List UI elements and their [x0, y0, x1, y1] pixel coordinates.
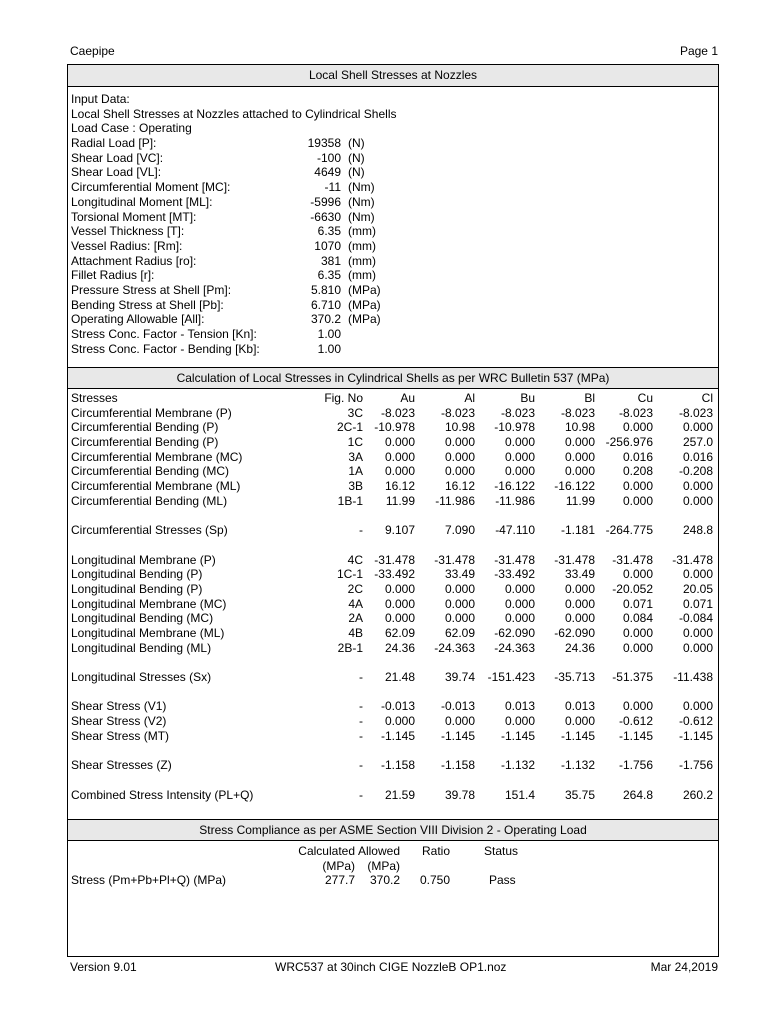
- input-label: Vessel Thickness [T]:: [71, 224, 185, 239]
- stress-cell: 33.49: [564, 567, 595, 582]
- input-label: Shear Load [VC]:: [71, 150, 164, 165]
- stress-cell: -1.756: [618, 758, 653, 773]
- input-row: [71, 180, 411, 195]
- stress-label: Shear Stresses (Z): [71, 758, 172, 773]
- stress-cell: -: [359, 670, 363, 685]
- stress-cell: -0.013: [380, 699, 415, 714]
- stress-cell: 0.000: [444, 596, 475, 611]
- stress-cell: 0.208: [622, 464, 653, 479]
- input-heading: Input Data:: [71, 92, 130, 106]
- stress-cell: 11.99: [385, 493, 415, 508]
- stress-cell: 1C-1: [336, 567, 363, 582]
- stress-row: [71, 435, 711, 450]
- stress-cell: 2B-1: [337, 640, 363, 655]
- stress-cell: 33.49: [444, 567, 475, 582]
- stress-label: Circumferential Bending (MC): [71, 464, 230, 479]
- stress-row: [71, 729, 711, 744]
- file-name: WRC537 at 30inch CIGE NozzleB OP1.noz: [275, 960, 507, 974]
- stress-cell: 0.000: [682, 493, 713, 508]
- input-value: -11: [324, 180, 341, 195]
- stress-cell: -1.145: [560, 728, 595, 743]
- stress-cell: -: [359, 787, 363, 802]
- stress-cell: -0.013: [440, 699, 475, 714]
- stress-row: [71, 670, 711, 685]
- stress-cell: 0.000: [564, 435, 595, 450]
- stress-row: [71, 714, 711, 729]
- stress-label: Longitudinal Stresses (Sx): [71, 670, 212, 685]
- stress-row: [71, 406, 711, 421]
- stress-cell: -8.023: [440, 405, 475, 420]
- stress-cell: 21.59: [384, 787, 415, 802]
- stress-label: Circumferential Bending (P): [71, 435, 219, 450]
- stress-cell: -1.145: [500, 728, 535, 743]
- stress-cell: 0.071: [622, 596, 653, 611]
- input-value: 6.710: [310, 297, 341, 312]
- stress-cell: 264.8: [622, 787, 653, 802]
- page-header: [70, 44, 718, 60]
- input-row: [71, 342, 411, 357]
- input-label: Bending Stress at Shell [Pb]:: [71, 297, 224, 312]
- stress-cell: -31.478: [494, 552, 535, 567]
- status-value: Pass: [489, 873, 516, 888]
- stress-cell: 257.0: [682, 435, 713, 450]
- stress-cell: 21.48: [384, 670, 415, 685]
- input-unit: (Nm): [348, 194, 375, 209]
- input-rows: [71, 136, 411, 356]
- stress-cell: Au: [400, 391, 415, 405]
- stress-label: Combined Stress Intensity (PL+Q): [71, 787, 254, 802]
- input-unit: (MPa): [348, 312, 381, 327]
- stress-cell: 0.000: [564, 596, 595, 611]
- stress-row: [71, 567, 711, 582]
- stress-label: Circumferential Bending (P): [71, 420, 219, 435]
- input-row: [71, 165, 411, 180]
- stress-cell: -1.145: [440, 728, 475, 743]
- report-frame: [67, 64, 719, 957]
- stress-cell: -0.084: [678, 611, 713, 626]
- stress-cell: -62.090: [554, 626, 595, 640]
- stress-cell: 0.000: [504, 581, 535, 596]
- input-unit: (N): [348, 165, 365, 180]
- input-data-section: [71, 92, 411, 356]
- input-unit: (N): [348, 136, 365, 151]
- stress-cell: 39.78: [444, 787, 475, 802]
- stress-cell: -20.052: [612, 581, 653, 596]
- input-value: 1.00: [317, 341, 341, 356]
- input-label: Stress Conc. Factor - Bending [Kb]:: [71, 341, 260, 356]
- stress-cell: 0.013: [564, 699, 595, 714]
- stress-label: Circumferential Membrane (P): [71, 405, 232, 420]
- ratio-header: Ratio: [421, 844, 450, 858]
- stress-cell: -256.976: [605, 435, 653, 450]
- compliance-title: Stress Compliance as per ASME Section VIII Division 2 - Operating Load: [68, 819, 718, 841]
- compliance-table: [71, 844, 711, 888]
- calculated-header: Calculated: [298, 844, 355, 858]
- input-value: 19358: [307, 136, 341, 151]
- stress-cell: 24.36: [564, 640, 595, 655]
- stress-row: [71, 420, 711, 435]
- stress-row: [71, 611, 711, 626]
- app-name: Caepipe: [70, 44, 115, 58]
- input-unit: (mm): [348, 224, 376, 239]
- stress-cell: -31.478: [434, 552, 475, 567]
- stress-cell: 0.000: [682, 640, 713, 655]
- stress-cell: -1.145: [618, 728, 653, 743]
- stress-cell: 0.000: [622, 479, 653, 494]
- load-case: Load Case : Operating: [71, 121, 192, 136]
- stress-label: Circumferential Stresses (Sp): [71, 523, 228, 538]
- stress-row: [71, 464, 711, 479]
- stress-cell: -33.492: [494, 567, 535, 582]
- input-label: Radial Load [P]:: [71, 136, 157, 151]
- stress-cell: 248.8: [682, 523, 713, 538]
- input-label: Longitudinal Moment [ML]:: [71, 194, 213, 209]
- stress-cell: 10.98: [444, 420, 475, 435]
- version-label: Version 9.01: [70, 960, 137, 974]
- input-row: [71, 224, 411, 239]
- stress-table: [71, 391, 711, 802]
- input-unit: (MPa): [348, 297, 381, 312]
- calculated-unit: (MPa): [322, 858, 355, 873]
- input-unit: (MPa): [348, 282, 381, 297]
- stress-cell: 0.000: [504, 714, 535, 729]
- input-row: [71, 136, 411, 151]
- stress-cell: 0.000: [444, 581, 475, 596]
- stress-label: Circumferential Membrane (MC): [71, 449, 243, 464]
- input-value: 6.35: [317, 268, 341, 283]
- stress-label: Shear Stress (V1): [71, 699, 167, 714]
- input-value: 370.2: [310, 312, 341, 327]
- stress-cell: 16.12: [384, 479, 415, 494]
- stress-cell: 0.000: [682, 699, 713, 714]
- stress-cell: -47.110: [495, 523, 535, 538]
- input-subtitle: Local Shell Stresses at Nozzles attached to Cylindrical Shells: [71, 106, 397, 121]
- stress-cell: -0.208: [678, 464, 713, 479]
- stress-cell: 0.000: [564, 464, 595, 479]
- stress-cell: -: [359, 523, 363, 538]
- stress-cell: -62.090: [494, 626, 535, 640]
- stress-cell: 7.090: [444, 523, 475, 538]
- input-unit: (Nm): [348, 209, 375, 224]
- input-value: -6630: [310, 209, 341, 224]
- stress-label: Circumferential Bending (ML): [71, 493, 228, 508]
- stress-row: [71, 553, 711, 568]
- stress-label: Longitudinal Membrane (ML): [71, 626, 225, 640]
- compliance-header-row: [71, 844, 711, 859]
- stress-cell: -51.375: [612, 670, 653, 685]
- stress-cell: 4B: [348, 626, 363, 640]
- report-date: Mar 24,2019: [650, 960, 718, 974]
- input-value: 4649: [314, 165, 341, 180]
- status-header: Status: [484, 844, 519, 858]
- stress-cell: 0.000: [384, 581, 415, 596]
- spacer-row: [71, 538, 711, 553]
- stress-label: Circumferential Membrane (ML): [71, 479, 241, 494]
- input-label: Operating Allowable [All]:: [71, 312, 205, 327]
- stress-cell: -: [359, 728, 363, 743]
- stress-cell: 3A: [348, 449, 363, 464]
- stress-cell: -10.978: [494, 420, 535, 435]
- stress-cell: 1A: [348, 464, 363, 479]
- stress-cell: -1.181: [560, 523, 595, 538]
- input-row: [71, 312, 411, 327]
- stress-cell: Fig. No: [324, 391, 363, 405]
- stress-cell: -1.145: [678, 728, 713, 743]
- input-value: 1070: [314, 238, 341, 253]
- stress-label: Stresses: [71, 391, 118, 405]
- stress-cell: -1.132: [560, 758, 595, 773]
- stress-cell: 16.12: [444, 479, 475, 494]
- stress-cell: -: [359, 699, 363, 714]
- stress-cell: 20.05: [682, 581, 713, 596]
- input-row: [71, 254, 411, 269]
- stress-row: [71, 597, 711, 612]
- calc-stresses-title: Calculation of Local Stresses in Cylindrical Shells as per WRC Bulletin 537 (MPa): [68, 367, 718, 389]
- stress-cell: 0.000: [444, 611, 475, 626]
- stress-cell: 4A: [348, 596, 363, 611]
- stress-cell: 9.107: [384, 523, 415, 538]
- stress-cell: -11.438: [673, 670, 713, 685]
- input-label: Circumferential Moment [MC]:: [71, 180, 231, 195]
- stress-cell: -11.986: [435, 493, 475, 508]
- stress-cell: -8.023: [380, 405, 415, 420]
- stress-cell: 0.000: [504, 435, 535, 450]
- stress-row: [71, 758, 711, 773]
- stress-cell: -24.363: [494, 640, 535, 655]
- stress-cell: -16.122: [554, 479, 595, 494]
- stress-cell: -31.478: [374, 552, 415, 567]
- spacer-row: [71, 744, 711, 759]
- input-unit: (mm): [348, 238, 376, 253]
- stress-cell: 0.000: [564, 611, 595, 626]
- stress-cell: -31.478: [554, 552, 595, 567]
- stress-cell: 0.016: [622, 449, 653, 464]
- input-value: 5.810: [310, 282, 341, 297]
- spacer-row: [71, 685, 711, 700]
- stress-cell: 0.000: [682, 626, 713, 640]
- input-value: 1.00: [317, 327, 341, 341]
- stress-cell: 3B: [348, 479, 363, 494]
- input-row: [71, 298, 411, 313]
- stress-cell: 1B-1: [337, 493, 363, 508]
- stress-cell: -0.612: [618, 714, 653, 729]
- input-label: Pressure Stress at Shell [Pm]:: [71, 282, 232, 297]
- stress-cell: 0.000: [564, 449, 595, 464]
- stress-label: Longitudinal Bending (MC): [71, 611, 214, 626]
- input-label: Vessel Radius: [Rm]:: [71, 238, 183, 253]
- stress-cell: 260.2: [682, 787, 713, 802]
- stress-cell: 0.000: [384, 596, 415, 611]
- stress-cell: 24.36: [384, 640, 415, 655]
- stress-cell: 2A: [348, 611, 363, 626]
- input-value: 381: [320, 253, 341, 268]
- stress-cell: 0.000: [384, 611, 415, 626]
- allowed-unit: (MPa): [367, 858, 400, 873]
- page-number: Page 1: [679, 44, 718, 58]
- stress-cell: -33.492: [374, 567, 415, 582]
- stress-cell: -1.158: [380, 758, 415, 773]
- compliance-units-row: [71, 859, 711, 874]
- stress-cell: 1C: [347, 435, 363, 450]
- stress-table-header: [71, 391, 711, 406]
- stress-cell: 11.99: [565, 493, 595, 508]
- stress-cell: 0.000: [564, 714, 595, 729]
- stress-cell: 0.000: [384, 714, 415, 729]
- stress-cell: 0.000: [682, 420, 713, 435]
- stress-cell: 151.4: [504, 787, 535, 802]
- input-unit: (mm): [348, 268, 376, 283]
- stress-cell: 0.000: [384, 464, 415, 479]
- input-value: -100: [316, 150, 341, 165]
- stress-cell: -24.363: [434, 640, 475, 655]
- page-footer: [70, 960, 718, 976]
- stress-row: [71, 479, 711, 494]
- stress-row: [71, 494, 711, 509]
- stress-cell: Cu: [637, 391, 653, 405]
- stress-cell: 0.000: [444, 714, 475, 729]
- input-label: Shear Load [VL]:: [71, 165, 162, 180]
- input-label: Torsional Moment [MT]:: [71, 209, 197, 224]
- stress-row: [71, 699, 711, 714]
- compliance-label: Stress (Pm+Pb+Pl+Q) (MPa): [71, 873, 227, 888]
- stress-row: [71, 523, 711, 538]
- stress-cell: 10.98: [564, 420, 595, 435]
- stress-cell: 4C: [347, 552, 363, 567]
- input-row: [71, 195, 411, 210]
- spacer-row: [71, 655, 711, 670]
- stress-cell: 0.000: [682, 479, 713, 494]
- spacer-row: [71, 773, 711, 788]
- allowed-header: Allowed: [357, 844, 400, 858]
- stress-cell: 0.000: [384, 435, 415, 450]
- stress-cell: -1.756: [678, 758, 713, 773]
- stress-label: Longitudinal Bending (P): [71, 581, 203, 596]
- stress-cell: -35.713: [554, 670, 595, 685]
- stress-cell: -1.145: [380, 728, 415, 743]
- stress-cell: 62.09: [444, 626, 475, 640]
- input-row: [71, 239, 411, 254]
- stress-cell: 0.000: [444, 464, 475, 479]
- stress-cell: 0.000: [444, 449, 475, 464]
- stress-cell: -0.612: [678, 714, 713, 729]
- stress-row: [71, 641, 711, 656]
- stress-row: [71, 788, 711, 803]
- input-label: Fillet Radius [r]:: [71, 268, 155, 283]
- input-unit: (N): [348, 150, 365, 165]
- stress-cell: Al: [464, 391, 475, 405]
- input-unit: (Nm): [348, 180, 375, 195]
- stress-cell: 0.071: [682, 596, 713, 611]
- input-row: [71, 283, 411, 298]
- input-value: 6.35: [317, 224, 341, 239]
- stress-cell: -8.023: [618, 405, 653, 420]
- compliance-row: [71, 873, 711, 888]
- stress-cell: 0.000: [444, 435, 475, 450]
- stress-cell: 2C: [347, 581, 363, 596]
- stress-cell: 0.000: [622, 420, 653, 435]
- calculated-value: 277.7: [324, 873, 355, 888]
- stress-cell: 62.09: [384, 626, 415, 640]
- stress-row: [71, 450, 711, 465]
- stress-cell: 39.74: [444, 670, 475, 685]
- stress-cell: 35.75: [564, 787, 595, 802]
- local-stresses-title: Local Shell Stresses at Nozzles: [68, 65, 718, 87]
- stress-label: Shear Stress (V2): [71, 714, 167, 729]
- stress-cell: 0.000: [504, 464, 535, 479]
- stress-cell: 0.084: [622, 611, 653, 626]
- input-row: [71, 268, 411, 283]
- stress-cell: -8.023: [678, 405, 713, 420]
- spacer-row: [71, 509, 711, 524]
- stress-label: Shear Stress (MT): [71, 728, 170, 743]
- stress-cell: 0.000: [622, 626, 653, 640]
- stress-cell: Cl: [701, 391, 713, 405]
- stress-cell: 0.013: [504, 699, 535, 714]
- stress-cell: -: [359, 758, 363, 773]
- stress-cell: 0.000: [622, 567, 653, 582]
- stress-label: Longitudinal Bending (ML): [71, 640, 212, 655]
- stress-cell: 0.000: [384, 449, 415, 464]
- stress-cell: Bl: [584, 391, 595, 405]
- stress-cell: -10.978: [374, 420, 415, 435]
- input-row: [71, 210, 411, 225]
- stress-cell: 0.000: [504, 596, 535, 611]
- stress-cell: 0.000: [622, 640, 653, 655]
- stress-cell: Bu: [520, 391, 535, 405]
- stress-cell: -151.423: [487, 670, 535, 685]
- stress-cell: 0.000: [682, 567, 713, 582]
- input-label: Stress Conc. Factor - Tension [Kn]:: [71, 327, 257, 341]
- input-label: Attachment Radius [ro]:: [71, 253, 197, 268]
- input-row: [71, 151, 411, 166]
- stress-cell: 0.000: [622, 699, 653, 714]
- stress-cell: -264.775: [605, 523, 653, 538]
- stress-cell: -1.158: [440, 758, 475, 773]
- ratio-value: 0.750: [419, 873, 450, 888]
- stress-cell: 0.000: [564, 581, 595, 596]
- stress-cell: -: [359, 714, 363, 729]
- stress-cell: -1.132: [500, 758, 535, 773]
- stress-cell: -31.478: [612, 552, 653, 567]
- stress-cell: -8.023: [560, 405, 595, 420]
- stress-row: [71, 626, 711, 641]
- stress-label: Longitudinal Membrane (MC): [71, 596, 227, 611]
- stress-cell: 2C-1: [336, 420, 363, 435]
- stress-cell: -31.478: [672, 552, 713, 567]
- stress-cell: -11.986: [495, 493, 535, 508]
- stress-row: [71, 582, 711, 597]
- stress-label: Longitudinal Bending (P): [71, 567, 203, 582]
- input-value: -5996: [310, 194, 341, 209]
- stress-cell: 0.016: [682, 449, 713, 464]
- stress-label: Longitudinal Membrane (P): [71, 552, 216, 567]
- stress-cell: 0.000: [504, 449, 535, 464]
- stress-cell: -8.023: [500, 405, 535, 420]
- stress-cell: -16.122: [494, 479, 535, 494]
- allowed-value: 370.2: [369, 873, 400, 888]
- stress-cell: 0.000: [622, 493, 653, 508]
- stress-cell: 3C: [347, 405, 363, 420]
- stress-cell: 0.000: [504, 611, 535, 626]
- input-row: [71, 327, 411, 342]
- input-unit: (mm): [348, 253, 376, 268]
